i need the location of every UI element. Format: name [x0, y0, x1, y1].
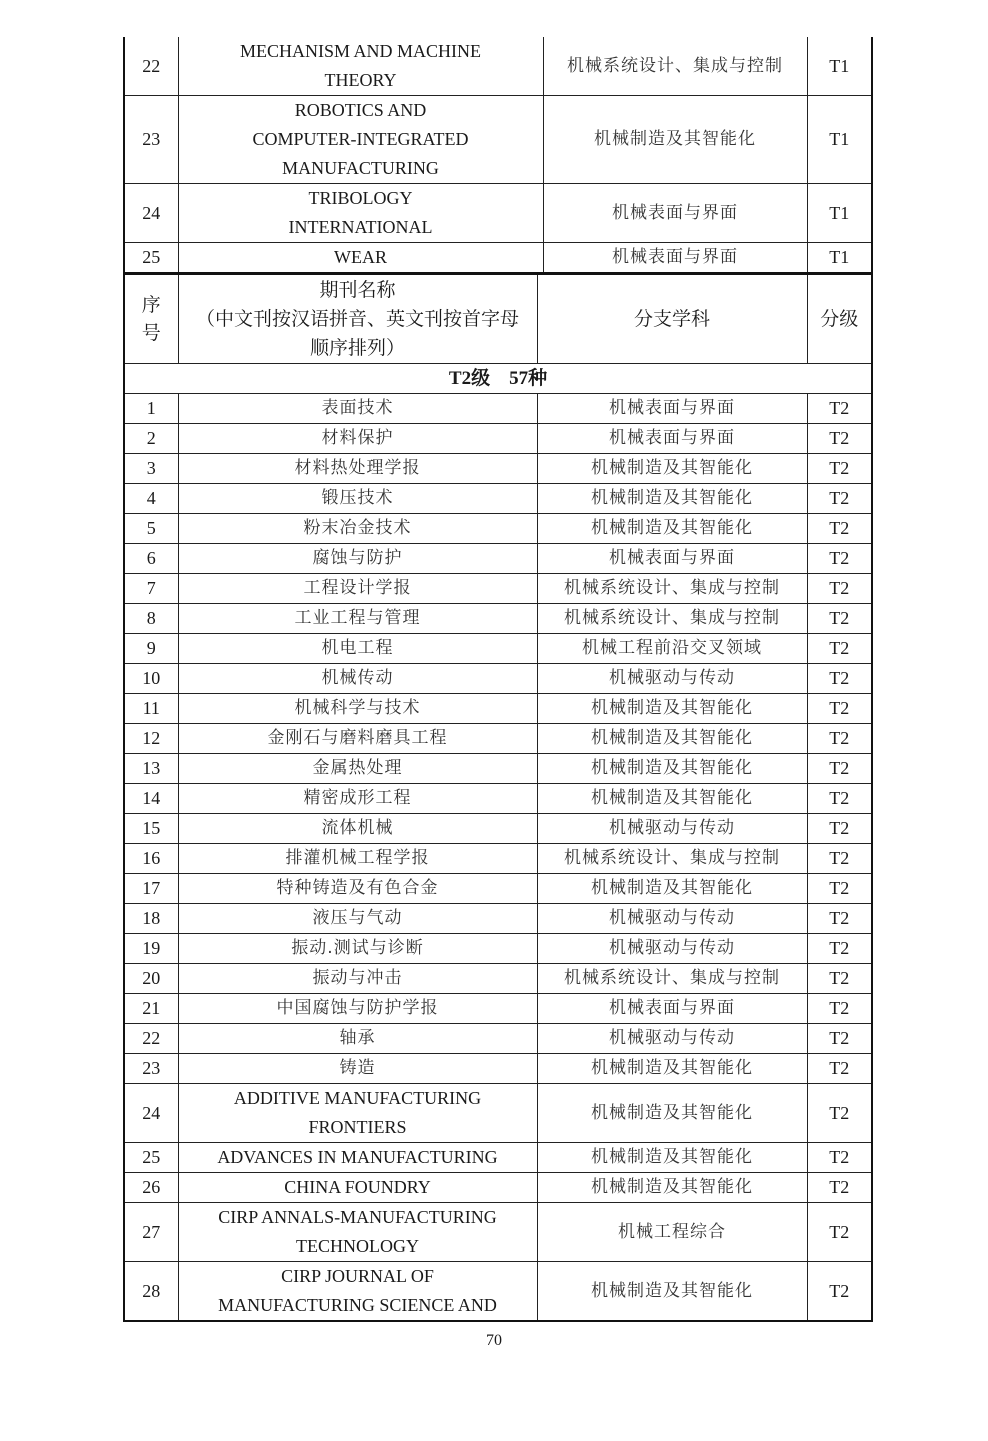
- row-number: 21: [124, 994, 178, 1024]
- row-number: 13: [124, 754, 178, 784]
- table-row: [124, 1143, 872, 1173]
- table-row: [124, 544, 872, 574]
- table-row: [124, 184, 872, 243]
- subject-branch: 机械驱动与传动: [537, 814, 807, 844]
- level-badge: T2: [807, 484, 872, 514]
- journal-name: 精密成形工程: [178, 784, 537, 814]
- level-badge: T2: [807, 874, 872, 904]
- row-number: 11: [124, 694, 178, 724]
- level-badge: T1: [807, 243, 872, 274]
- subject-branch: 机械系统设计、集成与控制: [543, 37, 807, 96]
- journal-name: WEAR: [178, 243, 543, 274]
- subject-branch: 机械表面与界面: [537, 994, 807, 1024]
- table-row: [124, 964, 872, 994]
- level-badge: T2: [807, 574, 872, 604]
- journal-name: 机械科学与技术: [178, 694, 537, 724]
- journal-name: 振动与冲击: [178, 964, 537, 994]
- journal-name: 液压与气动: [178, 904, 537, 934]
- subject-branch: 机械驱动与传动: [537, 934, 807, 964]
- row-number: 8: [124, 604, 178, 634]
- level-badge: T2: [807, 634, 872, 664]
- row-number: 23: [124, 96, 178, 184]
- level-badge: T2: [807, 424, 872, 454]
- row-number: 27: [124, 1203, 178, 1262]
- journal-name: ADDITIVE MANUFACTURING FRONTIERS: [178, 1084, 537, 1143]
- table-row: [124, 724, 872, 754]
- level-badge: T2: [807, 604, 872, 634]
- journal-name: 中国腐蚀与防护学报: [178, 994, 537, 1024]
- subject-branch: 机械制造及其智能化: [537, 1084, 807, 1143]
- row-number: 25: [124, 1143, 178, 1173]
- level-badge: T2: [807, 754, 872, 784]
- subject-branch: 机械制造及其智能化: [537, 784, 807, 814]
- subject-branch: 机械表面与界面: [537, 424, 807, 454]
- row-number: 14: [124, 784, 178, 814]
- subject-branch: 机械驱动与传动: [537, 1024, 807, 1054]
- journal-name: 特种铸造及有色合金: [178, 874, 537, 904]
- journal-name: 锻压技术: [178, 484, 537, 514]
- table-row: [124, 574, 872, 604]
- journal-name: 腐蚀与防护: [178, 544, 537, 574]
- level-badge: T2: [807, 1173, 872, 1203]
- level-badge: T1: [807, 37, 872, 96]
- level-badge: T2: [807, 1084, 872, 1143]
- table-row: [124, 394, 872, 424]
- journal-name: CIRP ANNALS-MANUFACTURING TECHNOLOGY: [178, 1203, 537, 1262]
- table-row: [124, 1054, 872, 1084]
- journal-name: 粉末冶金技术: [178, 514, 537, 544]
- table-row: [124, 1024, 872, 1054]
- level-badge: T1: [807, 184, 872, 243]
- level-badge: T2: [807, 544, 872, 574]
- journal-name: CIRP JOURNAL OF MANUFACTURING SCIENCE AND: [178, 1262, 537, 1322]
- level-badge: T2: [807, 784, 872, 814]
- level-badge: T2: [807, 964, 872, 994]
- journal-name: 材料热处理学报: [178, 454, 537, 484]
- journal-name: ADVANCES IN MANUFACTURING: [178, 1143, 537, 1173]
- subject-branch: 机械表面与界面: [537, 544, 807, 574]
- subject-branch: 机械制造及其智能化: [537, 454, 807, 484]
- level-badge: T2: [807, 844, 872, 874]
- table-row: [124, 754, 872, 784]
- row-number: 3: [124, 454, 178, 484]
- journal-name: 振动.测试与诊断: [178, 934, 537, 964]
- row-number: 24: [124, 184, 178, 243]
- subject-branch: 机械制造及其智能化: [543, 96, 807, 184]
- subject-branch: 机械制造及其智能化: [537, 484, 807, 514]
- table-row: [124, 844, 872, 874]
- subject-branch: 机械系统设计、集成与控制: [537, 964, 807, 994]
- table-row: [124, 694, 872, 724]
- table-row: [124, 814, 872, 844]
- row-number: 16: [124, 844, 178, 874]
- subject-branch: 机械系统设计、集成与控制: [537, 604, 807, 634]
- table-row: [124, 634, 872, 664]
- row-number: 22: [124, 1024, 178, 1054]
- level-badge: T2: [807, 1054, 872, 1084]
- subject-branch: 机械驱动与传动: [537, 664, 807, 694]
- journal-name: 金刚石与磨料磨具工程: [178, 724, 537, 754]
- journal-name: 工业工程与管理: [178, 604, 537, 634]
- level-badge: T2: [807, 994, 872, 1024]
- level-badge: T2: [807, 1024, 872, 1054]
- table-row: [124, 96, 872, 184]
- level-badge: T2: [807, 724, 872, 754]
- row-number: 26: [124, 1173, 178, 1203]
- row-number: 24: [124, 1084, 178, 1143]
- table-row: [124, 1084, 872, 1143]
- table-row: [124, 1173, 872, 1203]
- row-number: 1: [124, 394, 178, 424]
- t1-journal-table-continued: [123, 37, 873, 274]
- journal-name: 表面技术: [178, 394, 537, 424]
- t2-journal-table: [123, 273, 873, 1322]
- journal-name: 流体机械: [178, 814, 537, 844]
- subject-branch: 机械制造及其智能化: [537, 1143, 807, 1173]
- subject-branch: 机械表面与界面: [543, 243, 807, 274]
- row-number: 15: [124, 814, 178, 844]
- table-row: [124, 484, 872, 514]
- journal-name: 工程设计学报: [178, 574, 537, 604]
- level-badge: T2: [807, 394, 872, 424]
- subject-branch: 机械驱动与传动: [537, 904, 807, 934]
- table-row: [124, 514, 872, 544]
- journal-name: 材料保护: [178, 424, 537, 454]
- subject-branch: 机械制造及其智能化: [537, 724, 807, 754]
- level-badge: T2: [807, 904, 872, 934]
- row-number: 4: [124, 484, 178, 514]
- header-serial-number: 序 号: [124, 274, 178, 364]
- row-number: 18: [124, 904, 178, 934]
- table-row: [124, 904, 872, 934]
- table-header-row: [124, 274, 872, 364]
- row-number: 28: [124, 1262, 178, 1322]
- journal-name: ROBOTICS AND COMPUTER-INTEGRATED MANUFACTURING: [178, 96, 543, 184]
- table-row: [124, 934, 872, 964]
- table-row: [124, 874, 872, 904]
- journal-name: 金属热处理: [178, 754, 537, 784]
- subject-branch: 机械制造及其智能化: [537, 754, 807, 784]
- table-row: [124, 1203, 872, 1262]
- row-number: 12: [124, 724, 178, 754]
- level-badge: T1: [807, 96, 872, 184]
- journal-name: MECHANISM AND MACHINE THEORY: [178, 37, 543, 96]
- subject-branch: 机械系统设计、集成与控制: [537, 574, 807, 604]
- subject-branch: 机械系统设计、集成与控制: [537, 844, 807, 874]
- level-badge: T2: [807, 1203, 872, 1262]
- section-title: T2级 57种: [124, 364, 872, 394]
- table-row: [124, 664, 872, 694]
- level-badge: T2: [807, 514, 872, 544]
- table-row: [124, 604, 872, 634]
- row-number: 2: [124, 424, 178, 454]
- subject-branch: 机械制造及其智能化: [537, 1054, 807, 1084]
- header-level: 分级: [807, 274, 872, 364]
- row-number: 22: [124, 37, 178, 96]
- subject-branch: 机械表面与界面: [537, 394, 807, 424]
- journal-name: 铸造: [178, 1054, 537, 1084]
- level-badge: T2: [807, 664, 872, 694]
- subject-branch: 机械制造及其智能化: [537, 874, 807, 904]
- row-number: 17: [124, 874, 178, 904]
- row-number: 6: [124, 544, 178, 574]
- row-number: 7: [124, 574, 178, 604]
- table-row: [124, 243, 872, 274]
- row-number: 20: [124, 964, 178, 994]
- level-badge: T2: [807, 814, 872, 844]
- journal-name: 轴承: [178, 1024, 537, 1054]
- page-number: 70: [486, 1332, 502, 1349]
- table-row: [124, 424, 872, 454]
- section-title-row: [124, 364, 872, 394]
- journal-name: CHINA FOUNDRY: [178, 1173, 537, 1203]
- level-badge: T2: [807, 934, 872, 964]
- level-badge: T2: [807, 1262, 872, 1322]
- journal-name: TRIBOLOGY INTERNATIONAL: [178, 184, 543, 243]
- table-row: [124, 454, 872, 484]
- row-number: 5: [124, 514, 178, 544]
- subject-branch: 机械制造及其智能化: [537, 694, 807, 724]
- row-number: 10: [124, 664, 178, 694]
- subject-branch: 机械制造及其智能化: [537, 1262, 807, 1322]
- subject-branch: 机械制造及其智能化: [537, 514, 807, 544]
- header-journal-name: 期刊名称 （中文刊按汉语拼音、英文刊按首字母 顺序排列）: [178, 274, 537, 364]
- row-number: 23: [124, 1054, 178, 1084]
- subject-branch: 机械工程前沿交叉领域: [537, 634, 807, 664]
- table-row: [124, 784, 872, 814]
- level-badge: T2: [807, 694, 872, 724]
- level-badge: T2: [807, 1143, 872, 1173]
- header-subject-branch: 分支学科: [537, 274, 807, 364]
- journal-name: 排灌机械工程学报: [178, 844, 537, 874]
- table-row: [124, 994, 872, 1024]
- subject-branch: 机械制造及其智能化: [537, 1173, 807, 1203]
- subject-branch: 机械表面与界面: [543, 184, 807, 243]
- level-badge: T2: [807, 454, 872, 484]
- row-number: 25: [124, 243, 178, 274]
- table-row: [124, 37, 872, 96]
- row-number: 19: [124, 934, 178, 964]
- subject-branch: 机械工程综合: [537, 1203, 807, 1262]
- table-row: [124, 1262, 872, 1322]
- journal-name: 机械传动: [178, 664, 537, 694]
- journal-name: 机电工程: [178, 634, 537, 664]
- row-number: 9: [124, 634, 178, 664]
